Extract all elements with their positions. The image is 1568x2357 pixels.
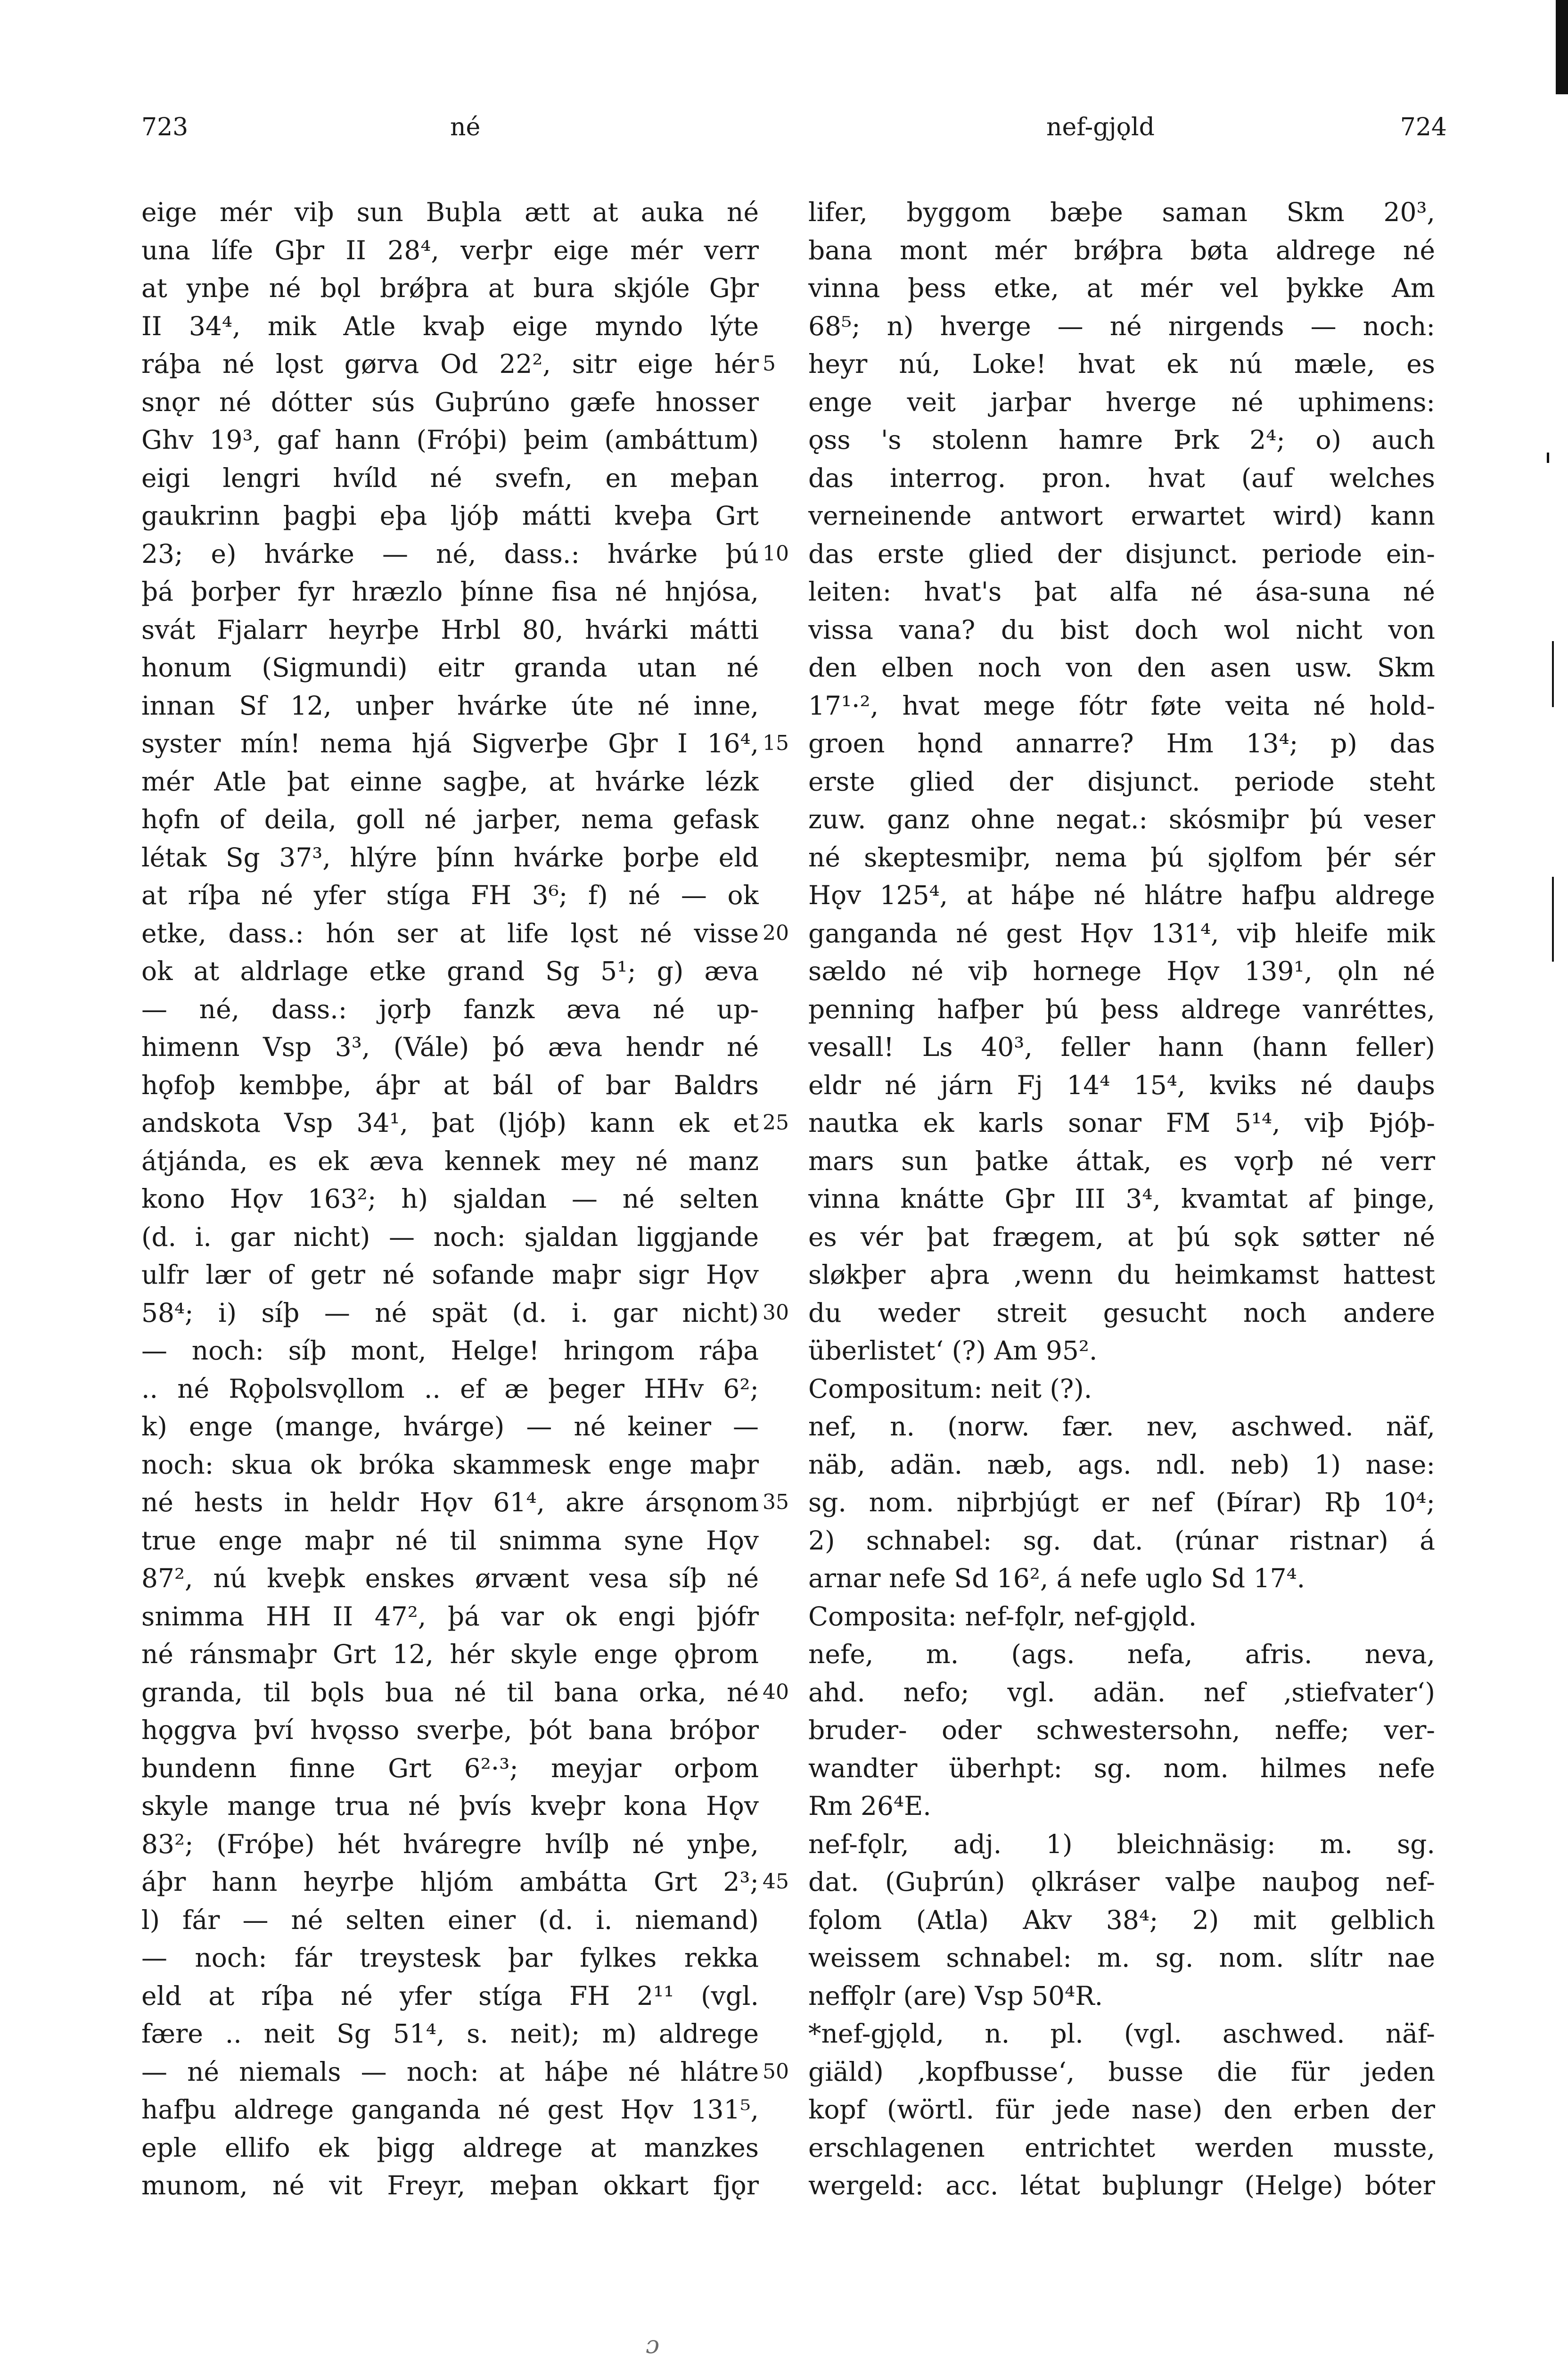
left-column-line: true enge maþr né til snimma syne Hǫv — [141, 1525, 759, 1556]
left-column-line: svát Fjalarr heyrþe Hrbl 80, hvárki mátti — [141, 614, 759, 645]
left-column-line: ok at aldrlage etke grand Sg 5¹; g) æva — [141, 956, 759, 986]
line-number — [763, 687, 800, 725]
left-column-line: ráþa né lǫst gørva Od 22², sitr eige hér — [141, 349, 759, 379]
scan-edge-tick — [1547, 453, 1549, 463]
left-column-line: skyle mange trua né þvís kveþr kona Hǫv — [141, 1791, 759, 1821]
line-number — [763, 1066, 800, 1104]
line-number — [763, 990, 800, 1029]
right-column-line: nef, n. (norw. fær. nev, aschwed. näf, — [808, 1411, 1435, 1442]
left-column-line: munom, né vit Freyr, meþan okkart fjǫr — [141, 2170, 759, 2200]
scan-corner-mark — [1556, 0, 1568, 94]
right-column-line: sældo né viþ hornege Hǫv 139¹, ǫln né — [808, 956, 1435, 986]
line-number — [763, 1559, 800, 1598]
left-column-line: — né niemals — noch: at háþe né hlátre — [141, 2056, 759, 2087]
line-number: 30 — [763, 1300, 789, 1325]
line-number — [763, 1408, 800, 1446]
footer-pencil-mark: ɔ — [646, 2331, 660, 2357]
line-number — [763, 2015, 800, 2053]
left-column-line: gaukrinn þagþi eþa ljóþ mátti kveþa Grt — [141, 501, 759, 531]
right-column-line: vinna knátte Gþr III 3⁴, kvamtat af þinge, — [808, 1184, 1435, 1214]
line-number — [763, 269, 800, 307]
left-column-line: eigi lengri hvíld né svefn, en meþan — [141, 462, 759, 493]
left-column-line: II 34⁴, mik Atle kvaþ eige myndo lýte — [141, 311, 759, 341]
line-number — [763, 1598, 800, 1636]
line-number — [763, 952, 800, 990]
line-number: 15 — [763, 731, 789, 755]
left-column-line: létak Sg 37³, hlýre þínn hvárke þorþe eld — [141, 842, 759, 873]
right-column-line: du weder streit gesucht noch andere — [808, 1297, 1435, 1328]
line-number — [763, 1749, 800, 1788]
right-column-line: Compositum: neit (?). — [808, 1373, 1092, 1404]
line-number — [763, 1522, 800, 1560]
right-column-line: enge veit jarþar hverge né uphimens: — [808, 387, 1435, 417]
right-column-line: bana mont mér brǿþra bøta aldrege né — [808, 235, 1435, 265]
left-column-line: ulfr lær of getr né sofande maþr sigr Hǫv — [141, 1260, 759, 1290]
line-number-gutter — [763, 193, 800, 2205]
right-column-line: erschlagenen entrichtet werden musste, — [808, 2132, 1435, 2163]
right-column-line: mars sun þatke áttak, es vǫrþ né verr — [808, 1146, 1435, 1176]
right-column-line: vinna þess etke, at mér vel þykke Am — [808, 273, 1435, 303]
left-column-line: mér Atle þat einne sagþe, at hvárke lézk — [141, 766, 759, 797]
line-number — [763, 1256, 800, 1294]
line-number — [763, 1977, 800, 2015]
line-number: 45 — [763, 1870, 789, 1894]
left-column-line: eige mér viþ sun Buþla ætt at auka né — [141, 197, 759, 227]
left-column-line: 87², nú kveþk enskes ørvænt vesa síþ né — [141, 1563, 759, 1593]
line-number — [763, 573, 800, 611]
line-number: 35 — [763, 1490, 789, 1514]
left-column-line: syster mín! nema hjá Sigverþe Gþr I 16⁴, — [141, 728, 759, 758]
left-column-line: — noch: síþ mont, Helge! hringom ráþa — [141, 1335, 759, 1366]
right-column-line: arnar nefe Sd 16², á nefe uglo Sd 17⁴. — [808, 1563, 1305, 1593]
right-column-line: 2) schnabel: sg. dat. (rúnar ristnar) á — [808, 1525, 1435, 1556]
scan-edge-tick — [1552, 641, 1554, 707]
line-number — [763, 2091, 800, 2129]
line-number — [763, 1180, 800, 1218]
right-column-line: dat. (Guþrún) ǫlkráser valþe nauþog nef- — [808, 1867, 1435, 1897]
right-column-line: heyr nú, Loke! hvat ek nú mæle, es — [808, 349, 1435, 379]
left-column-line: hǫggva því hvǫsso sverþe, þót bana bróþor — [141, 1715, 759, 1745]
right-column-line: leiten: hvat's þat alfa né ása-suna né — [808, 577, 1435, 607]
left-column-line: né ránsmaþr Grt 12, hér skyle enge ǫþrom — [141, 1639, 759, 1669]
left-column-line: Ghv 19³, gaf hann (Fróþi) þeim (ambáttum) — [141, 425, 759, 455]
right-column-line: weissem schnabel: m. sg. nom. slítr nae — [808, 1943, 1435, 1973]
right-column-line: eldr né járn Fj 14⁴ 15⁴, kviks né dauþs — [808, 1070, 1435, 1100]
running-head-right: nef-gjǫld — [1046, 113, 1155, 141]
right-column-line: erste glied der disjunct. periode steht — [808, 766, 1435, 797]
line-number — [763, 421, 800, 459]
right-column-line: ganganda né gest Hǫv 131⁴, viþ hleife mik — [808, 918, 1435, 948]
left-column-line: bundenn finne Grt 6²·³; meyjar orþom — [141, 1753, 759, 1783]
right-column-line: vissa vana? du bist doch wol nicht von — [808, 614, 1435, 645]
right-column-line: né skeptesmiþr, nema þú sjǫlfom þér sér — [808, 842, 1435, 873]
left-column-line: 23; e) hvárke — né, dass.: hvárke þú — [141, 538, 759, 569]
left-column-line: 83²; (Fróþe) hét hváregre hvílþ né ynþe, — [141, 1829, 759, 1859]
right-column-line: wergeld: acc. létat buþlungr (Helge) bóter — [808, 2170, 1435, 2200]
line-number — [763, 1446, 800, 1484]
line-number: 10 — [763, 541, 789, 566]
page-number-left: 723 — [141, 113, 189, 141]
right-column-line: nautka ek karls sonar FM 5¹⁴, viþ Þjóþ- — [808, 1108, 1435, 1138]
left-column-line: þá þorþer fyr hræzlo þínne fisa né hnjósa, — [141, 577, 759, 607]
line-number: 50 — [763, 2059, 789, 2084]
right-column-line: giäld) ‚kopfbusse‘, busse die für jeden — [808, 2056, 1435, 2087]
left-column-line: né hests in heldr Hǫv 61⁴, akre ársǫnom — [141, 1487, 759, 1517]
line-number — [763, 1028, 800, 1066]
right-column-line: *nef-gjǫld, n. pl. (vgl. aschwed. näf- — [808, 2019, 1435, 2049]
line-number — [763, 1939, 800, 1977]
left-column-line: snǫr né dótter sús Guþrúno gæfe hnosser — [141, 387, 759, 417]
left-column-line: — noch: fár treystesk þar fylkes rekka — [141, 1943, 759, 1973]
right-column-line: sg. nom. niþrbjúgt er nef (Þírar) Rþ 10⁴; — [808, 1487, 1435, 1517]
left-column-line: noch: skua ok bróka skammesk enge maþr — [141, 1449, 759, 1480]
line-number: 20 — [763, 921, 789, 945]
line-number — [763, 763, 800, 801]
right-column-line: penning hafþer þú þess aldrege vanréttes, — [808, 994, 1435, 1024]
left-column-line: eld at ríþa né yfer stíga FH 2¹¹ (vgl. — [141, 1980, 759, 2011]
right-column-line: verneinende antwort erwartet wird) kann — [808, 501, 1435, 531]
left-column-line: k) enge (mange, hvárge) — né keiner — — [141, 1411, 759, 1442]
line-number — [763, 1825, 800, 1863]
right-column-line: den elben noch von den asen usw. Skm — [808, 652, 1435, 683]
line-number: 25 — [763, 1111, 789, 1135]
line-number — [763, 1635, 800, 1673]
line-number — [763, 1142, 800, 1180]
right-column — [808, 193, 1435, 2205]
line-number — [763, 383, 800, 421]
right-column-line: groen hǫnd annarre? Hm 13⁴; p) das — [808, 728, 1435, 758]
right-column-line: nefe, m. (ags. nefa, afris. neva, — [808, 1639, 1435, 1669]
left-column-line: 58⁴; i) síþ — né spät (d. i. gar nicht) — [141, 1297, 759, 1328]
right-column-line: das erste glied der disjunct. periode ein- — [808, 538, 1435, 569]
line-number — [763, 231, 800, 270]
right-column-line: Hǫv 125⁴, at háþe né hlátre hafþu aldrege — [808, 880, 1435, 910]
left-column-line: fære .. neit Sg 51⁴, s. neit); m) aldrege — [141, 2019, 759, 2049]
line-number — [763, 800, 800, 839]
right-column-line: 17¹·², hvat mege fótr føte veita né hold- — [808, 690, 1435, 721]
left-column-line: eple ellifo ek þigg aldrege at manzkes — [141, 2132, 759, 2163]
line-number — [763, 497, 800, 535]
right-column-line: Composita: nef-fǫlr, nef-gjǫld. — [808, 1601, 1197, 1632]
left-column-line: etke, dass.: hón ser at life lǫst né visse — [141, 918, 759, 948]
line-number — [763, 2167, 800, 2205]
right-column-line: lifer, byggom bæþe saman Skm 20³, — [808, 197, 1435, 227]
line-number — [763, 1332, 800, 1370]
line-number — [763, 839, 800, 877]
left-column-line: granda, til bǫls bua né til bana orka, né — [141, 1677, 759, 1707]
left-column-line: una lífe Gþr II 28⁴, verþr eige mér verr — [141, 235, 759, 265]
line-number — [763, 193, 800, 231]
right-column-line: sløkþer aþra ‚wenn du heimkamst hattest — [808, 1260, 1435, 1290]
right-column-line: ahd. nefo; vgl. adän. nef ‚stiefvater‘) — [808, 1677, 1435, 1707]
page-header — [141, 113, 1447, 156]
line-number — [763, 307, 800, 346]
left-column-line: kono Hǫv 163²; h) sjaldan — né selten — [141, 1184, 759, 1214]
line-number — [763, 1370, 800, 1408]
line-number: 40 — [763, 1680, 789, 1704]
left-column-line: andskota Vsp 34¹, þat (ljóþ) kann ek et — [141, 1108, 759, 1138]
right-column-line: neffǫlr (are) Vsp 50⁴R. — [808, 1980, 1103, 2011]
line-number — [763, 611, 800, 649]
left-column-line: hǫfn of deila, goll né jarþer, nema gefask — [141, 804, 759, 834]
line-number — [763, 459, 800, 497]
page-number-right: 724 — [1400, 113, 1447, 141]
line-number — [763, 1787, 800, 1825]
right-column-line: zuw. ganz ohne negat.: skósmiþr þú veser — [808, 804, 1435, 834]
left-column-line: .. né Rǫþolsvǫllom .. ef æ þeger HHv 6²; — [141, 1373, 759, 1404]
right-column-line: wandter überhpt: sg. nom. hilmes nefe — [808, 1753, 1435, 1783]
right-column-line: es vér þat frægem, at þú sǫk søtter né — [808, 1221, 1435, 1252]
scan-edge-tick — [1552, 877, 1554, 962]
line-number — [763, 1901, 800, 1939]
right-column-line: vesall! Ls 40³, feller hann (hann feller) — [808, 1032, 1435, 1062]
left-column-line: — né, dass.: jǫrþ fanzk æva né up- — [141, 994, 759, 1024]
left-column-line: honum (Sigmundi) eitr granda utan né — [141, 652, 759, 683]
left-column-line: at ríþa né yfer stíga FH 3⁶; f) né — ok — [141, 880, 759, 910]
right-column-line: Rm 26⁴E. — [808, 1791, 931, 1821]
line-number — [763, 1218, 800, 1256]
right-column-line: 68⁵; n) hverge — né nirgends — noch: — [808, 311, 1435, 341]
left-column-line: snimma HH II 47², þá var ok engi þjófr — [141, 1601, 759, 1632]
left-column — [141, 193, 759, 2205]
right-column-line: überlistet‘ (?) Am 95². — [808, 1335, 1098, 1366]
line-number — [763, 876, 800, 915]
line-number — [763, 2129, 800, 2167]
right-column-line: kopf (wörtl. für jede nase) den erben der — [808, 2094, 1435, 2125]
left-column-line: himenn Vsp 3³, (Vále) þó æva hendr né — [141, 1032, 759, 1062]
left-column-line: hǫfoþ kembþe, áþr at bál of bar Baldrs — [141, 1070, 759, 1100]
left-column-line: áþr hann heyrþe hljóm ambátta Grt 2³; — [141, 1867, 759, 1897]
left-column-line: at ynþe né bǫl brǿþra at bura skjóle Gþr — [141, 273, 759, 303]
right-column-line: nef-fǫlr, adj. 1) bleichnäsig: m. sg. — [808, 1829, 1435, 1859]
left-column-line: (d. i. gar nicht) — noch: sjaldan liggjande — [141, 1221, 759, 1252]
left-column-line: l) fár — né selten einer (d. i. niemand) — [141, 1904, 759, 1935]
left-column-line: hafþu aldrege ganganda né gest Hǫv 131⁵, — [141, 2094, 759, 2125]
line-number — [763, 1711, 800, 1749]
right-column-line: näb, adän. næb, ags. ndl. neb) 1) nase: — [808, 1449, 1435, 1480]
right-column-line: das interrog. pron. hvat (auf welches — [808, 462, 1435, 493]
running-head-left: né — [450, 113, 481, 141]
right-column-line: bruder- oder schwestersohn, neffe; ver- — [808, 1715, 1435, 1745]
line-number: 5 — [763, 352, 776, 376]
right-column-line: fǫlom (Atla) Akv 38⁴; 2) mit gelblich — [808, 1904, 1435, 1935]
left-column-line: átjánda, es ek æva kennek mey né manz — [141, 1146, 759, 1176]
left-column-line: innan Sf 12, unþer hvárke úte né inne, — [141, 690, 759, 721]
right-column-line: ǫss 's stolenn hamre Þrk 2⁴; o) auch — [808, 425, 1435, 455]
line-number — [763, 649, 800, 687]
